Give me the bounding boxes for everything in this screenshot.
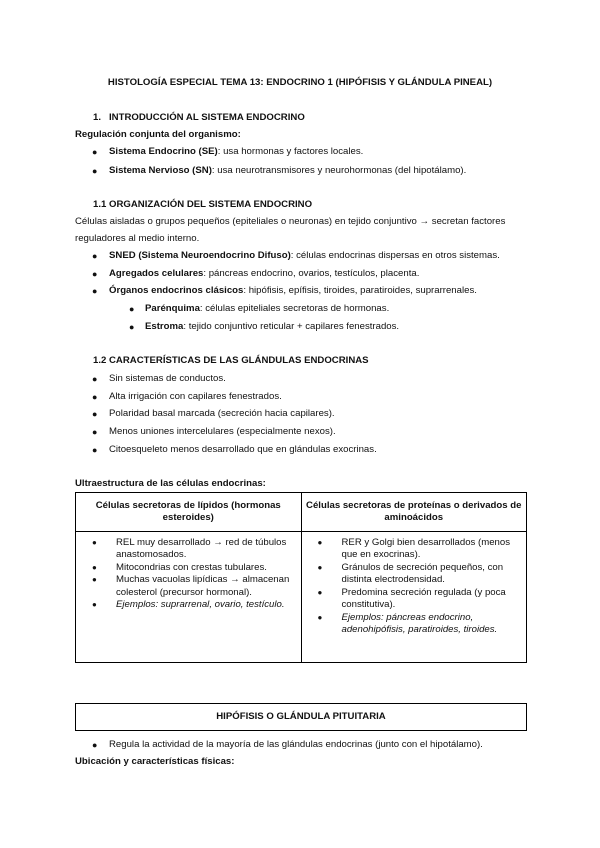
bullet-icon: ● — [92, 374, 98, 384]
list-item-term: Órganos endocrinos clásicos — [109, 285, 244, 296]
column-header-proteins: Células secretoras de proteínas o derivados de aminoácidos — [306, 500, 522, 523]
cell-list — [76, 532, 301, 612]
cell-list-item: ● Muchas vacuolas lipídicas → almacenan colesterol (precursor hormonal). — [76, 574, 295, 599]
sub-list-item — [145, 321, 399, 333]
paragraph-line: Células aisladas o grupos pequeños (epiteliales o neuronas) en tejido conjuntivo → secretan factores — [75, 216, 506, 227]
list-item: Regula la actividad de la mayoría de las glándulas endocrinas (junto con el hipotálamo). — [109, 739, 483, 750]
bullet-icon: ● — [92, 286, 98, 296]
table-row — [76, 532, 527, 663]
list-item-term: Sistema Endocrino (SE) — [109, 146, 218, 157]
bullet-icon: ● — [92, 269, 98, 279]
bullet-icon: ● — [92, 166, 98, 176]
cell-list-item: ● Predomina secreción regulada (y poca constitutiva). — [302, 587, 521, 612]
table-cell — [301, 532, 527, 663]
cell-list-item: ● REL muy desarrollado → red de túbulos anastomosados. — [76, 537, 295, 562]
bullet-icon: ● — [129, 322, 135, 332]
bullet-icon: ● — [92, 427, 98, 437]
bullet-icon: ● — [92, 147, 98, 157]
list-item-term: Parénquima — [145, 303, 200, 314]
list-item-text: : páncreas endocrino, ovarios, testículos, placenta. — [203, 268, 420, 279]
section-title-box: HIPÓFISIS O GLÁNDULA PITUITARIA — [75, 703, 527, 731]
list-item-text: : usa hormonas y factores locales. — [217, 146, 364, 157]
list-item-term: Estroma — [145, 321, 184, 332]
list-item — [109, 146, 363, 158]
list-item-text: : tejido conjuntivo reticular + capilares fenestrados. — [183, 321, 400, 332]
column-header-lipids: Células secretoras de lípidos (hormonas esteroides) — [95, 500, 281, 523]
sub-list-item — [145, 303, 389, 315]
cell-list-item: ● Gránulos de secreción pequeños, con distinta electrodensidad. — [302, 562, 521, 587]
cell-list-item: ● RER y Golgi bien desarrollados (menos que en exocrinas). — [302, 537, 521, 562]
list-item: Sin sistemas de conductos. — [109, 373, 226, 384]
table-header-row — [76, 493, 527, 532]
list-item — [109, 268, 419, 280]
bullet-icon: ● — [92, 409, 98, 419]
ultrastructure-table — [75, 492, 527, 663]
document-title: HISTOLOGÍA ESPECIAL TEMA 13: ENDOCRINO 1 (HIPÓFISIS Y GLÁNDULA PINEAL) — [107, 77, 493, 88]
table-header-cell — [76, 493, 302, 532]
bullet-icon: ● — [92, 251, 98, 261]
list-item-term: Agregados celulares — [109, 268, 204, 279]
list-item-text: : hipófisis, epífisis, tiroides, paratiroides, suprarrenales. — [243, 285, 477, 296]
paragraph-line: reguladores al medio interno. — [75, 233, 200, 244]
cell-list-example: ● Ejemplos: suprarrenal, ovario, testículo. — [76, 599, 295, 611]
table-header-cell — [301, 493, 527, 532]
section-1-2-heading: 1.2 CARACTERÍSTICAS DE LAS GLÁNDULAS ENDOCRINAS — [93, 355, 369, 366]
bullet-icon: ● — [92, 445, 98, 455]
bullet-icon: ● — [92, 392, 98, 402]
cell-list-item: ● Mitocondrias con crestas tubulares. — [76, 562, 295, 574]
bullet-icon: ● — [129, 304, 135, 314]
table-caption: Ultraestructura de las células endocrinas: — [75, 478, 266, 489]
list-item-text: : usa neurotransmisores y neurohormonas (del hipotálamo). — [211, 165, 467, 176]
list-item: Citoesqueleto menos desarrollado que en glándulas exocrinas. — [109, 444, 377, 455]
list-item-term: SNED (Sistema Neuroendocrino Difuso) — [109, 250, 291, 261]
list-item — [109, 250, 500, 262]
subheading: Ubicación y características físicas: — [75, 756, 235, 767]
table-cell — [76, 532, 302, 663]
list-item-text: : células epiteliales secretoras de hormonas. — [199, 303, 390, 314]
list-item — [109, 165, 466, 177]
cell-list-example: ● Ejemplos: páncreas endocrino, adenohipófisis, paratiroides, tiroides. — [302, 612, 521, 637]
list-item: Polaridad basal marcada (secreción hacia capilares). — [109, 408, 335, 419]
list-item-text: : células endocrinas dispersas en otros sistemas. — [290, 250, 500, 261]
section-1-number: 1. — [93, 112, 102, 123]
section-1-1-heading: 1.1 ORGANIZACIÓN DEL SISTEMA ENDOCRINO — [93, 199, 313, 210]
list-item: Menos uniones intercelulares (especialmente nexos). — [109, 426, 336, 437]
list-item — [109, 285, 477, 297]
section-1-intro: Regulación conjunta del organismo: — [75, 129, 241, 140]
bullet-icon: ● — [92, 740, 98, 750]
cell-list — [302, 532, 527, 637]
list-item: Alta irrigación con capilares fenestrados. — [109, 391, 282, 402]
list-item-term: Sistema Nervioso (SN) — [109, 165, 212, 176]
section-1-heading: INTRODUCCIÓN AL SISTEMA ENDOCRINO — [109, 112, 305, 123]
